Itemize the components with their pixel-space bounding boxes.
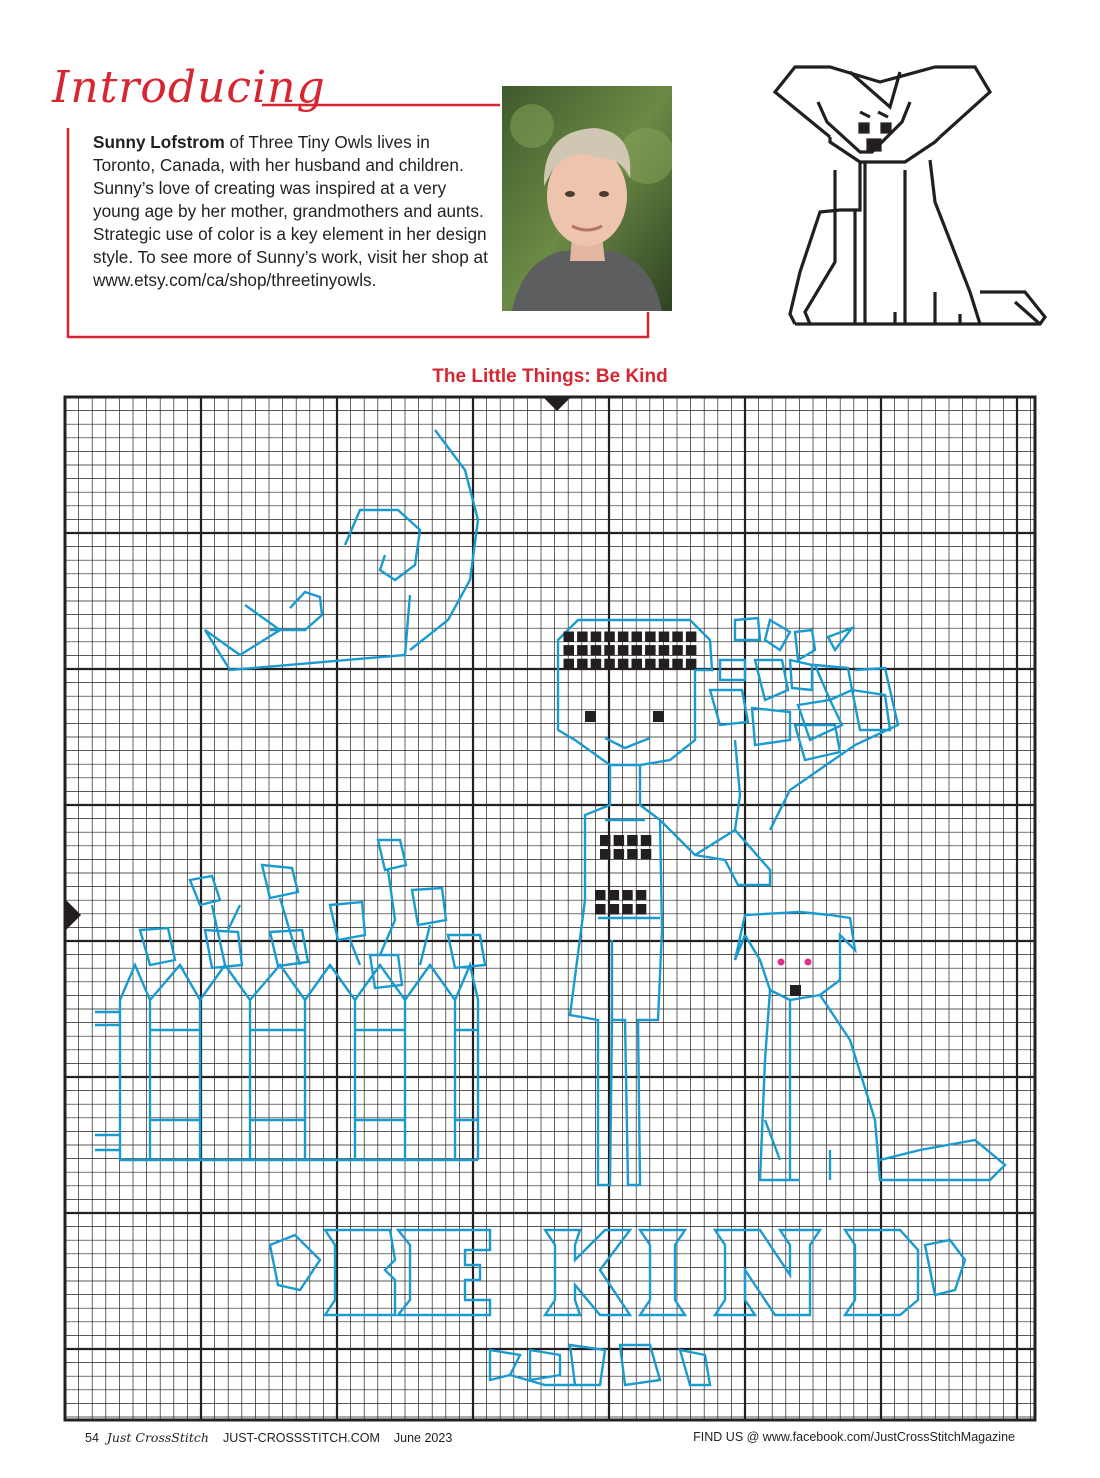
shirt-stripe-stitch (595, 890, 606, 901)
hair-stitch (632, 632, 643, 643)
dog-nose (790, 985, 801, 996)
shirt-stripe-stitch (636, 904, 647, 915)
shirt-stripe-stitch (609, 890, 620, 901)
hair-stitch (618, 645, 629, 656)
bio-text: of Three Tiny Owls lives in Toronto, Canada, with her husband and children. Sunny’s love of creating was inspired at a very young age by her mother, grandmothers and aunts. Strategic use of color is a key element in her design style. To see more of Sunny’s work, visit her shop at www.etsy.com/ca/shop/threetinyowls. (93, 132, 488, 290)
stitch-design (95, 430, 1005, 1385)
shirt-stripe-stitch (641, 835, 652, 846)
hair-stitch (618, 659, 629, 670)
hair-stitch (604, 659, 615, 670)
hair-stitch (564, 645, 575, 656)
introducing-heading: Introducing (52, 62, 326, 113)
shirt-stripe-stitch (627, 849, 638, 860)
hair-stitch (686, 645, 697, 656)
shirt-stripe-stitch (600, 849, 611, 860)
hair-stitch (632, 659, 643, 670)
shirt-stripe-stitch (636, 890, 647, 901)
shirt-stripe-stitch (595, 904, 606, 915)
hair-stitch (686, 659, 697, 670)
center-marker-top (544, 398, 570, 411)
hair-stitch (591, 645, 602, 656)
hair-stitch (564, 659, 575, 670)
shirt-stripe-stitch (609, 904, 620, 915)
hair-stitch (645, 632, 656, 643)
shirt-stripe-stitch (614, 849, 625, 860)
hair-stitch (591, 659, 602, 670)
hair-stitch (659, 659, 670, 670)
page-number: 54 (85, 1431, 99, 1445)
boy-outline (558, 620, 770, 1185)
boy-eye-right (653, 711, 664, 722)
chart-grid (65, 397, 1035, 1420)
website-link[interactable]: JUST-CROSSSTITCH.COM (222, 1431, 380, 1445)
chart-title: The Little Things: Be Kind (432, 366, 668, 387)
shirt-stripe-stitch (627, 835, 638, 846)
be-kind-lettering (325, 1230, 918, 1315)
hair-stitch (672, 659, 683, 670)
designer-name: Sunny Lofstrom (93, 132, 225, 152)
dog-eye-right (805, 959, 812, 966)
sitting-dog (735, 912, 1005, 1180)
hair-stitch (645, 659, 656, 670)
hair-stitch (672, 632, 683, 643)
hair-stitch (632, 645, 643, 656)
hair-stitch (659, 645, 670, 656)
hair-stitch (672, 645, 683, 656)
shirt-stripe-stitch (641, 849, 652, 860)
footer-left (85, 1430, 452, 1445)
hair-stitch (577, 632, 588, 643)
dog-eye-left (778, 959, 785, 966)
hair-stitch (604, 632, 615, 643)
hair-stitch (659, 632, 670, 643)
hair-stitch (618, 632, 629, 643)
boy-eye-left (585, 711, 596, 722)
shirt-stripe-stitch (622, 904, 633, 915)
bouquet (710, 618, 898, 830)
shirt-stripe-stitch (622, 890, 633, 901)
picket-fence (95, 965, 478, 1160)
hair-stitch (577, 645, 588, 656)
moon-crescent (410, 430, 478, 650)
hair-stitch (577, 659, 588, 670)
hair-stitch (591, 632, 602, 643)
shirt-stripe-stitch (600, 835, 611, 846)
hair-stitch (564, 632, 575, 643)
issue-date: June 2023 (393, 1431, 453, 1445)
hair-stitch (604, 645, 615, 656)
shirt-stripe-stitch (614, 835, 625, 846)
hair-stitch (645, 645, 656, 656)
boy-smile (605, 738, 650, 748)
magazine-name: Just CrossStitch (106, 1430, 209, 1445)
hair-stitch (686, 632, 697, 643)
social-link[interactable]: FIND US @ www.facebook.com/JustCrossStitchMagazine (693, 1430, 1015, 1444)
